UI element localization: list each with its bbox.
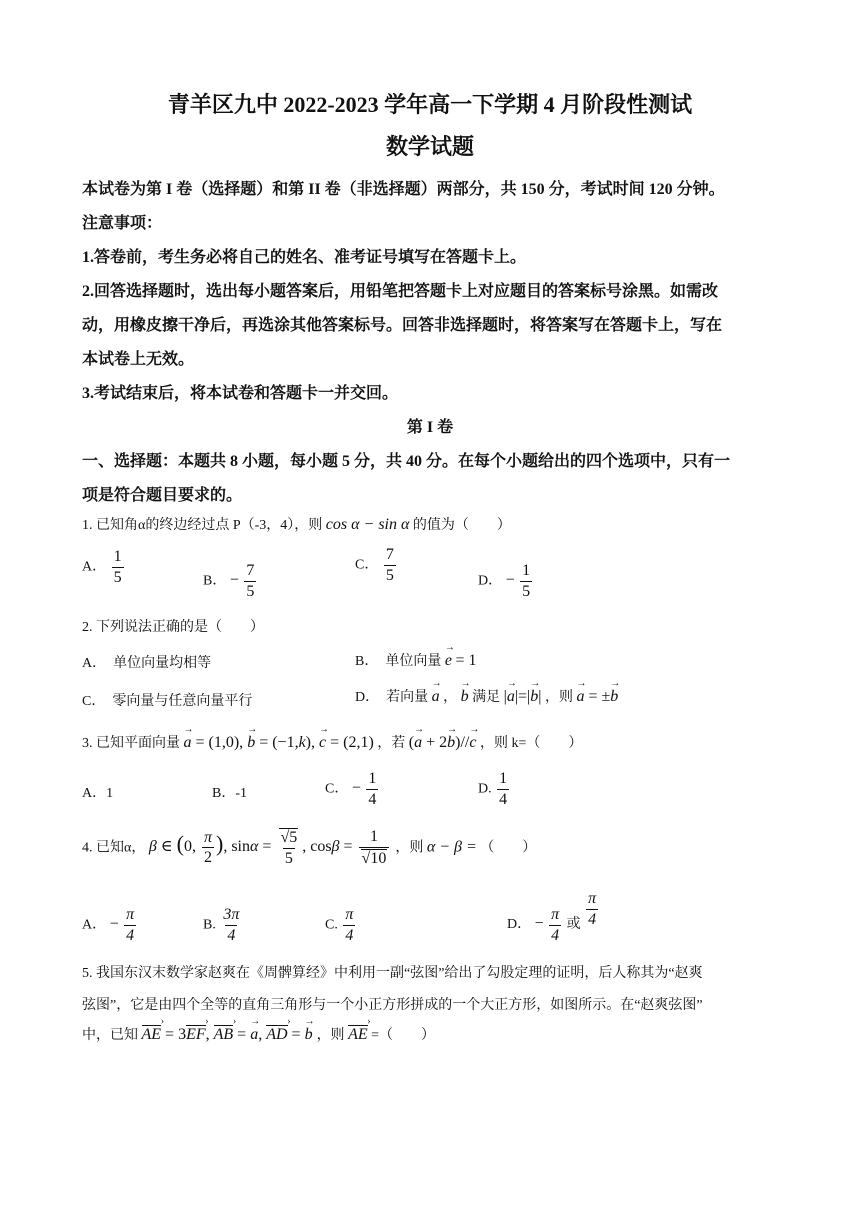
note-2-line-1: 2.回答选择题时，选出每小题答案后，用铅笔把答题卡上对应题目的答案标号涂黑。如需改 xyxy=(82,283,719,300)
exam-title: 青羊区九中 2022-2023 学年高一下学期 4 月阶段性测试 xyxy=(167,92,693,117)
sign: − xyxy=(109,915,119,933)
numerator: 1 xyxy=(499,770,508,787)
question-1-option-c xyxy=(355,546,398,584)
denominator: 4 xyxy=(588,910,597,928)
fraction xyxy=(497,770,509,808)
question-1-stem-text: 1. 已知角α的终边经过点 P（-3，4），则 xyxy=(82,518,323,533)
notes-heading: 注意事项： xyxy=(82,215,163,232)
question-4-stem-text: 4. 已知α， xyxy=(82,840,146,856)
option-text-mid: 满足 xyxy=(472,690,501,705)
question-2-option-b xyxy=(355,650,476,670)
numerator: π xyxy=(126,906,135,923)
question-1-option-a xyxy=(82,548,126,586)
numerator: π xyxy=(588,890,597,907)
numerator: π xyxy=(345,906,354,923)
question-1-stem-tail: 的值为（ ） xyxy=(412,518,511,533)
question-3-stem-text: 3. 已知平面向量 xyxy=(82,736,180,751)
note-1: 1.答卷前，考生务必将自己的姓名、准考证号填写在答题卡上。 xyxy=(82,249,527,266)
question-3-option-c xyxy=(325,770,380,808)
fraction xyxy=(384,546,396,584)
vector-relations: AE › = 3EF ›, AB › = → a, AD › = → b xyxy=(142,1026,317,1043)
fraction xyxy=(549,906,561,944)
option-text-post: ，则 xyxy=(544,690,573,705)
question-4-option-d xyxy=(507,890,600,944)
option-label: D． xyxy=(478,573,503,589)
question-3-stem xyxy=(82,732,582,752)
question-3-option-a: A．1 xyxy=(82,786,114,801)
fraction xyxy=(244,562,256,600)
section-title: 第 I 卷 xyxy=(406,419,454,436)
option-text: D． 若向量 xyxy=(355,690,429,705)
question-3-option-d xyxy=(478,770,511,808)
question-4-option-a xyxy=(82,906,138,944)
vector-definitions: → a = (1,0), → b = (−1,k), → c = (2,1) xyxy=(184,734,374,751)
vector-b: → b xyxy=(461,688,469,706)
question-5-text: 中，已知 xyxy=(82,1028,138,1043)
question-3-stem-tail: ，则 k=（ ） xyxy=(479,736,583,751)
fraction xyxy=(221,906,241,944)
question-4-stem xyxy=(82,828,536,867)
magnitude-equality: |→ a|=|→ b| xyxy=(504,688,542,705)
option-math: = 1 xyxy=(455,652,477,669)
option-label: C. xyxy=(325,917,338,933)
question-1-expression: cos α − sin α xyxy=(325,516,410,533)
denominator: 5 xyxy=(522,582,531,600)
question-2-option-c: C． 零向量与任意向量平行 xyxy=(82,694,253,709)
denominator: 4 xyxy=(368,790,377,808)
intro-text: 本试卷为第 I 卷（选择题）和第 II 卷（非选择题）两部分，共 150 分，考试时间 120 分钟。 xyxy=(82,181,725,198)
question-5-line-2: 弦图”，它是由四个全等的直角三角形与一个小正方形拼成的一个大正方形，如图所示。在“赵爽弦图” xyxy=(82,998,703,1013)
vector-a: → a xyxy=(432,688,440,706)
sign: − xyxy=(351,779,361,797)
fraction xyxy=(520,562,532,600)
question-4-stem-mid: ，则 xyxy=(395,840,424,856)
question-2-stem: 2. 下列说法正确的是（ ） xyxy=(82,620,264,635)
option-label: D． xyxy=(507,917,532,933)
vector-e: → e xyxy=(445,652,452,670)
question-5-text-tail: =（ ） xyxy=(371,1028,436,1043)
question-1-option-b xyxy=(203,562,258,600)
numerator: 3π xyxy=(223,906,240,923)
denominator: 5 xyxy=(113,568,122,586)
sign: − xyxy=(534,915,544,933)
denominator: 5 xyxy=(385,566,394,584)
question-1-stem xyxy=(82,514,511,534)
fraction xyxy=(124,906,136,944)
fraction-2 xyxy=(586,890,598,928)
angle-conditions: β ∈ (0, $\frac{\pi}{2}$ ), sinα = $\frac{√5}{5}$ , cosβ = $\frac{1}{√10}$ xyxy=(149,838,395,855)
numerator: 1 xyxy=(113,548,122,565)
section-instruction-line-2: 项是符合题目要求的。 xyxy=(82,487,243,504)
question-2-option-a: A． 单位向量均相等 xyxy=(82,656,212,671)
option-label: C． xyxy=(325,781,349,797)
numerator: 7 xyxy=(246,562,255,579)
question-1-option-d xyxy=(478,562,534,600)
option-label: B． xyxy=(203,573,227,589)
exam-subtitle: 数学试题 xyxy=(385,134,474,159)
sign: − xyxy=(229,571,239,589)
question-4-stem-tail: （ ） xyxy=(480,840,537,856)
question-4-option-c xyxy=(325,906,357,944)
question-2-option-d: D． 若向量 → a ， → b 满足 |→ a|=|→ b| ，则 → a = ±→ b xyxy=(355,686,618,706)
question-4-option-b xyxy=(203,906,243,944)
option-label: A． xyxy=(82,917,107,933)
question-5-line-3 xyxy=(82,1024,435,1044)
fraction xyxy=(366,770,378,808)
option-label: D. xyxy=(478,781,492,797)
option-label: C． xyxy=(355,557,379,573)
question-5-text-mid: ，则 xyxy=(316,1028,345,1043)
denominator: 4 xyxy=(126,926,135,944)
vector-equation: → a = ±→ b xyxy=(576,688,618,705)
parallel-condition: (→ a + 2→ b)//→ c xyxy=(409,734,477,751)
option-label: A． xyxy=(82,559,107,575)
or-text: 或 xyxy=(566,917,581,933)
numerator: π xyxy=(551,906,560,923)
note-3: 3.考试结束后，将本试卷和答题卡一并交回。 xyxy=(82,385,399,402)
denominator: 5 xyxy=(246,582,255,600)
numerator: 1 xyxy=(368,770,377,787)
note-2-line-3: 本试卷上无效。 xyxy=(82,351,195,368)
angle-difference: α − β = xyxy=(426,838,477,856)
numerator: 7 xyxy=(385,546,394,563)
vector-ae: AE › xyxy=(348,1026,368,1043)
denominator: 4 xyxy=(345,926,354,944)
numerator: 1 xyxy=(522,562,531,579)
question-3-option-b: B．-1 xyxy=(212,786,247,801)
denominator: 4 xyxy=(499,790,508,808)
fraction xyxy=(343,906,355,944)
option-label: B. xyxy=(203,917,216,933)
question-5-line-1: 5. 我国东汉末数学家赵爽在《周髀算经》中利用一副“弦图”给出了勾股定理的证明，后人称其为“赵爽 xyxy=(82,966,703,981)
denominator: 4 xyxy=(227,926,236,944)
denominator: 4 xyxy=(551,926,560,944)
sign: − xyxy=(505,571,515,589)
question-3-stem-mid: ，若 xyxy=(377,736,406,751)
section-instruction-line-1: 一、选择题：本题共 8 小题，每小题 5 分，共 40 分。在每个小题给出的四个选项中，只有一 xyxy=(82,453,731,470)
fraction xyxy=(112,548,124,586)
option-text: B． 单位向量 xyxy=(355,654,442,669)
note-2-line-2: 动，用橡皮擦干净后，再选涂其他答案标号。回答非选择题时，将答案写在答题卡上，写在 xyxy=(82,317,723,334)
